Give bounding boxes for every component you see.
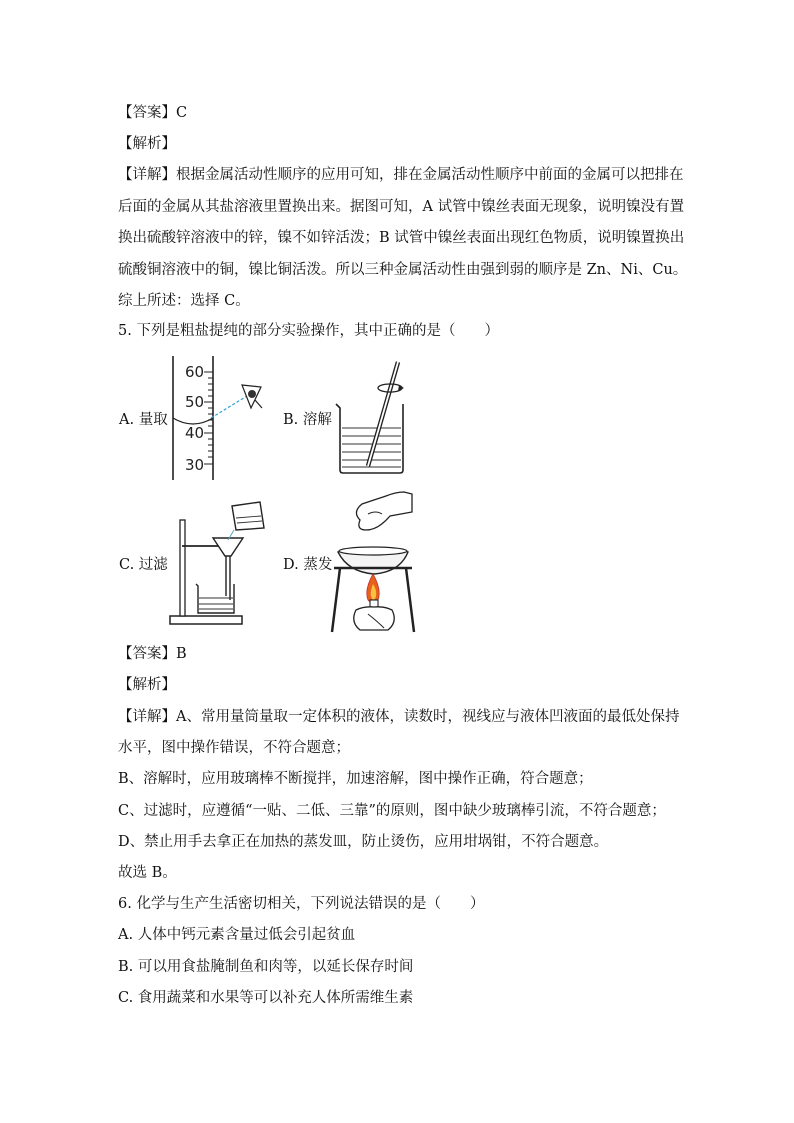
q4-conclusion: 综上所述：选择 C。 [118, 293, 250, 309]
q6-option-b: B. 可以用食盐腌制鱼和肉等，以延长保存时间 [118, 959, 414, 975]
q4-detail-line-4: 硫酸铜溶液中的铜，镍比铜活泼。所以三种金属活动性由强到弱的顺序是 Zn、Ni、Cu。 [118, 262, 688, 278]
q4-detail-line-1: 【详解】根据金属活动性顺序的应用可知，排在金属活动性顺序中前面的金属可以把排在 [118, 167, 684, 183]
q4-answer: 【答案】C [118, 105, 188, 121]
q4-analysis-heading: 【解析】 [118, 136, 176, 152]
q5-detail-line-4: C、过滤时，应遵循“一贴、二低、三靠”的原则，图中缺少玻璃棒引流，不符合题意； [118, 803, 666, 819]
beaker-stirring-figure [332, 360, 412, 476]
cylinder-tick-label: 40 [185, 424, 205, 442]
cylinder-tick-label: 60 [185, 363, 205, 381]
q5-detail-line-3: B、溶解时，应用玻璃棒不断搅拌，加速溶解，图中操作正确，符合题意； [118, 771, 593, 787]
q4-detail-line-2: 后面的金属从其盐溶液里置换出来。据图可知，A 试管中镍丝表面无现象，说明镍没有置 [118, 199, 685, 215]
cylinder-tick-label: 30 [185, 456, 205, 474]
q5-option-b-label: B. 溶解 [283, 412, 332, 428]
q5-detail-line-1: 【详解】A、常用量筒量取一定体积的液体，读数时，视线应与液体凹液面的最低处保持 [118, 709, 680, 725]
q5-option-d-label: D. 蒸发 [283, 557, 333, 573]
q6-option-a: A. 人体中钙元素含量过低会引起贫血 [118, 927, 356, 943]
cylinder-tick-label: 50 [185, 393, 205, 411]
filtration-figure [168, 500, 248, 628]
q5-detail-line-2: 水平，图中操作错误，不符合题意； [118, 740, 350, 756]
q5-answer: 【答案】B [118, 646, 187, 662]
evaporation-figure [330, 490, 415, 634]
graduated-cylinder-figure [165, 356, 275, 482]
q6-option-c: C. 食用蔬菜和水果等可以补充人体所需维生素 [118, 990, 414, 1006]
q5-analysis-heading: 【解析】 [118, 677, 176, 693]
q5-option-c-label: C. 过滤 [119, 557, 168, 573]
q5-detail-line-5: D、禁止用手去拿正在加热的蒸发皿，防止烫伤，应用坩埚钳，不符合题意。 [118, 834, 609, 850]
q5-stem: 5. 下列是粗盐提纯的部分实验操作，其中正确的是（ ） [118, 323, 499, 339]
q4-detail-line-3: 换出硫酸锌溶液中的锌，镍不如锌活泼；B 试管中镍丝表面出现红色物质，说明镍置换出 [118, 230, 685, 246]
q5-option-a-label: A. 量取 [119, 412, 168, 428]
q6-stem: 6. 化学与生产生活密切相关，下列说法错误的是（ ） [118, 896, 485, 912]
q5-conclusion: 故选 B。 [118, 865, 177, 881]
